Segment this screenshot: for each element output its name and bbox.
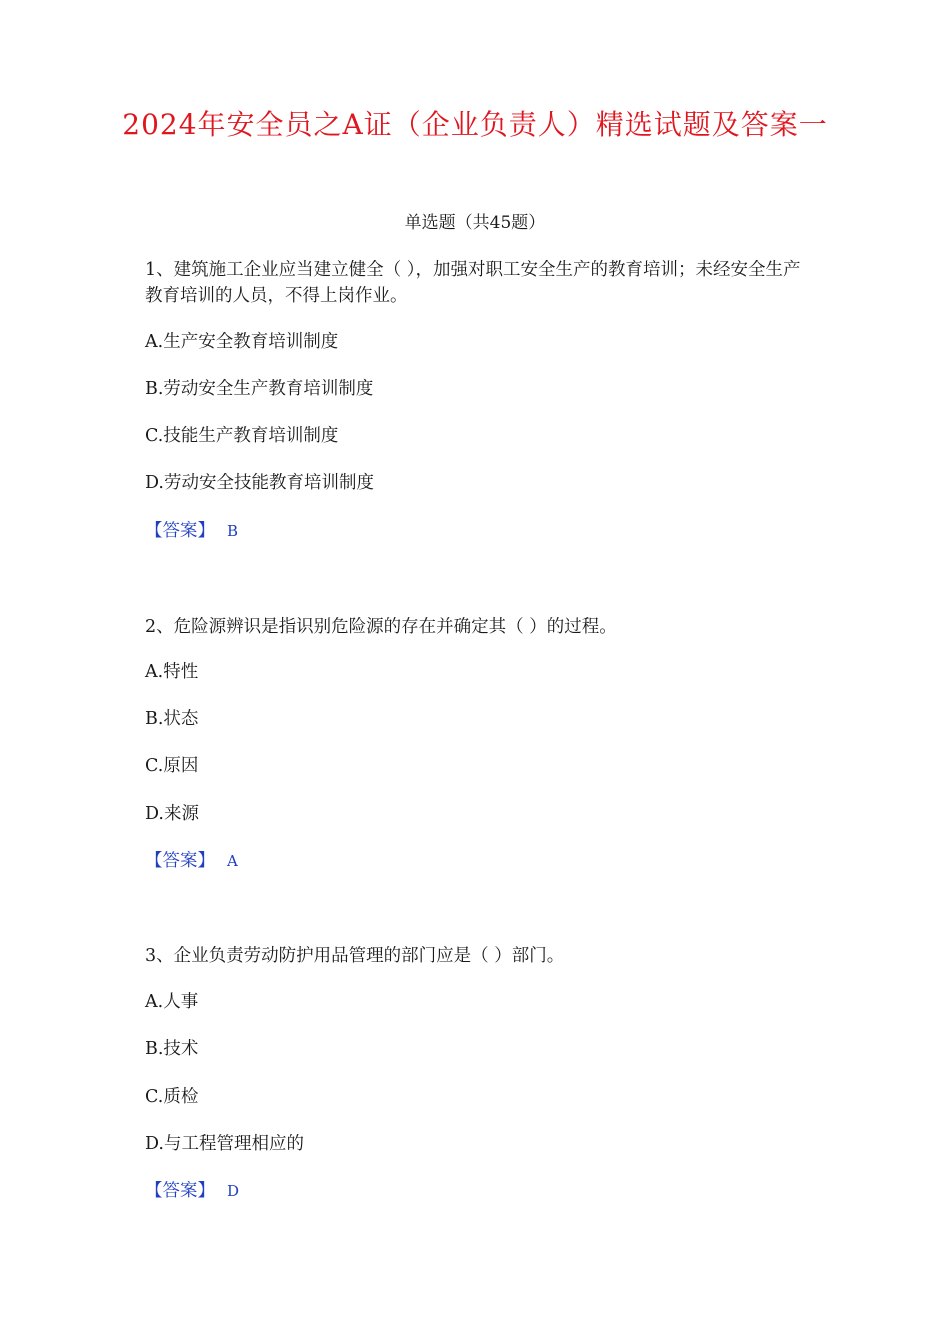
question-1 bbox=[145, 257, 815, 309]
section-heading: 单选题（共45题） bbox=[404, 213, 546, 233]
question-3 bbox=[145, 943, 815, 969]
option-text: B.技术 bbox=[145, 1039, 199, 1059]
option-text: C.质检 bbox=[145, 1087, 199, 1107]
question-2 bbox=[145, 614, 815, 640]
question-1-option-a bbox=[145, 330, 815, 354]
answer-value: A bbox=[227, 852, 238, 870]
answer-line bbox=[145, 519, 815, 543]
question-stem: 3、企业负责劳动防护用品管理的部门应是（ ）部门。 bbox=[145, 946, 565, 966]
answer-label: 【答案】 bbox=[145, 521, 215, 541]
option-text: C.技能生产教育培训制度 bbox=[145, 426, 339, 446]
answer-label: 【答案】 bbox=[145, 851, 215, 871]
option-text: A.生产安全教育培训制度 bbox=[145, 332, 339, 352]
question-2-answer bbox=[145, 849, 815, 873]
answer-line bbox=[145, 1179, 815, 1203]
question-2-option-d bbox=[145, 802, 815, 826]
question-3-answer bbox=[145, 1179, 815, 1203]
option-text: D.来源 bbox=[145, 804, 199, 824]
question-2-option-a bbox=[145, 660, 815, 684]
answer-label: 【答案】 bbox=[145, 1181, 215, 1201]
option-text: D.与工程管理相应的 bbox=[145, 1134, 304, 1154]
answer-value: D bbox=[227, 1182, 240, 1200]
question-3-option-a bbox=[145, 990, 815, 1014]
question-2-option-b bbox=[145, 707, 815, 731]
question-3-option-b bbox=[145, 1037, 815, 1061]
option-text: C.原因 bbox=[145, 756, 199, 776]
question-1-option-d bbox=[145, 471, 815, 495]
option-text: B.劳动安全生产教育培训制度 bbox=[145, 379, 374, 399]
option-text: B.状态 bbox=[145, 709, 199, 729]
question-2-option-c bbox=[145, 754, 815, 778]
question-3-option-d bbox=[145, 1132, 815, 1156]
option-text: A.特性 bbox=[145, 662, 199, 682]
question-1-option-b bbox=[145, 377, 815, 401]
page-title: 2024年安全员之A证（企业负责人）精选试题及答案一 bbox=[122, 108, 828, 141]
option-text: A.人事 bbox=[145, 992, 199, 1012]
answer-value: B bbox=[227, 522, 239, 540]
question-1-answer bbox=[145, 519, 815, 543]
question-stem: 2、危险源辨识是指识别危险源的存在并确定其（ ）的过程。 bbox=[145, 617, 617, 637]
question-3-option-c bbox=[145, 1085, 815, 1109]
option-text: D.劳动安全技能教育培训制度 bbox=[145, 473, 374, 493]
question-stem: 1、建筑施工企业应当建立健全（ ），加强对职工安全生产的教育培训；未经安全生产教育培训的人员，不得上岗作业。 bbox=[145, 260, 801, 306]
question-1-option-c bbox=[145, 424, 815, 448]
answer-line bbox=[145, 849, 815, 873]
